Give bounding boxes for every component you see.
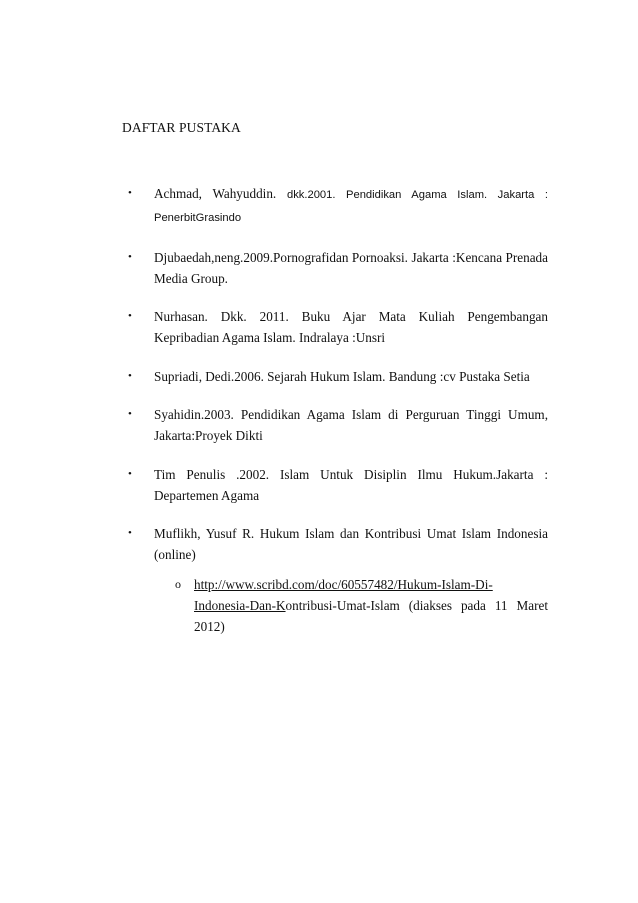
reference-item — [128, 523, 548, 637]
reference-text: Muflikh, Yusuf R. Hukum Islam dan Kontribusi Umat Islam Indonesia (online) — [154, 526, 548, 562]
reference-text-serif: Achmad, Wahyuddin. — [154, 186, 287, 201]
reference-item — [128, 183, 548, 229]
bullet-icon: • — [128, 250, 132, 263]
sub-reference-item — [154, 574, 548, 637]
reference-item — [128, 366, 548, 387]
bullet-icon: • — [128, 527, 132, 539]
reference-text: Tim Penulis .2002. Islam Untuk Disiplin Ilmu Hukum.Jakarta : Departemen Agama — [154, 466, 548, 503]
reference-url-link[interactable]: http://www.scribd.com/doc/60557482/Hukum-Islam-Di-Indonesia-Dan-K — [194, 577, 493, 613]
reference-item — [128, 247, 548, 289]
reference-text-sans: dkk.2001. Pendidikan Agama Islam. Jakarta : PenerbitGrasindo — [154, 189, 548, 224]
sub-reference-list — [154, 574, 548, 637]
bullet-icon: • — [128, 310, 132, 322]
reference-item — [128, 464, 548, 506]
reference-item — [128, 404, 548, 446]
reference-text: Supriadi, Dedi.2006. Sejarah Hukum Islam. Bandung :cv Pustaka Setia — [154, 368, 530, 384]
reference-text: Syahidin.2003. Pendidikan Agama Islam di Perguruan Tinggi Umum, Jakarta:Proyek Dikti — [154, 407, 548, 443]
reference-list — [128, 183, 548, 655]
bullet-icon: • — [128, 369, 132, 382]
reference-text: Djubaedah,neng.2009.Pornografidan Pornoaksi. Jakarta :Kencana Prenada Media Group. — [154, 249, 548, 286]
bullet-icon: • — [128, 408, 132, 420]
page-title: DAFTAR PUSTAKA — [122, 120, 241, 135]
bullet-icon: • — [128, 187, 132, 199]
reference-item — [128, 306, 548, 348]
reference-url-rest: ontribusi-Umat-Islam (diakses pada 11 Maret 2012) — [194, 598, 548, 634]
reference-text: Nurhasan. Dkk. 2011. Buku Ajar Mata Kuliah Pengembangan Kepribadian Agama Islam. Indralaya :Unsri — [154, 309, 548, 345]
circle-bullet-icon: o — [175, 577, 181, 591]
bullet-icon: • — [128, 467, 132, 480]
